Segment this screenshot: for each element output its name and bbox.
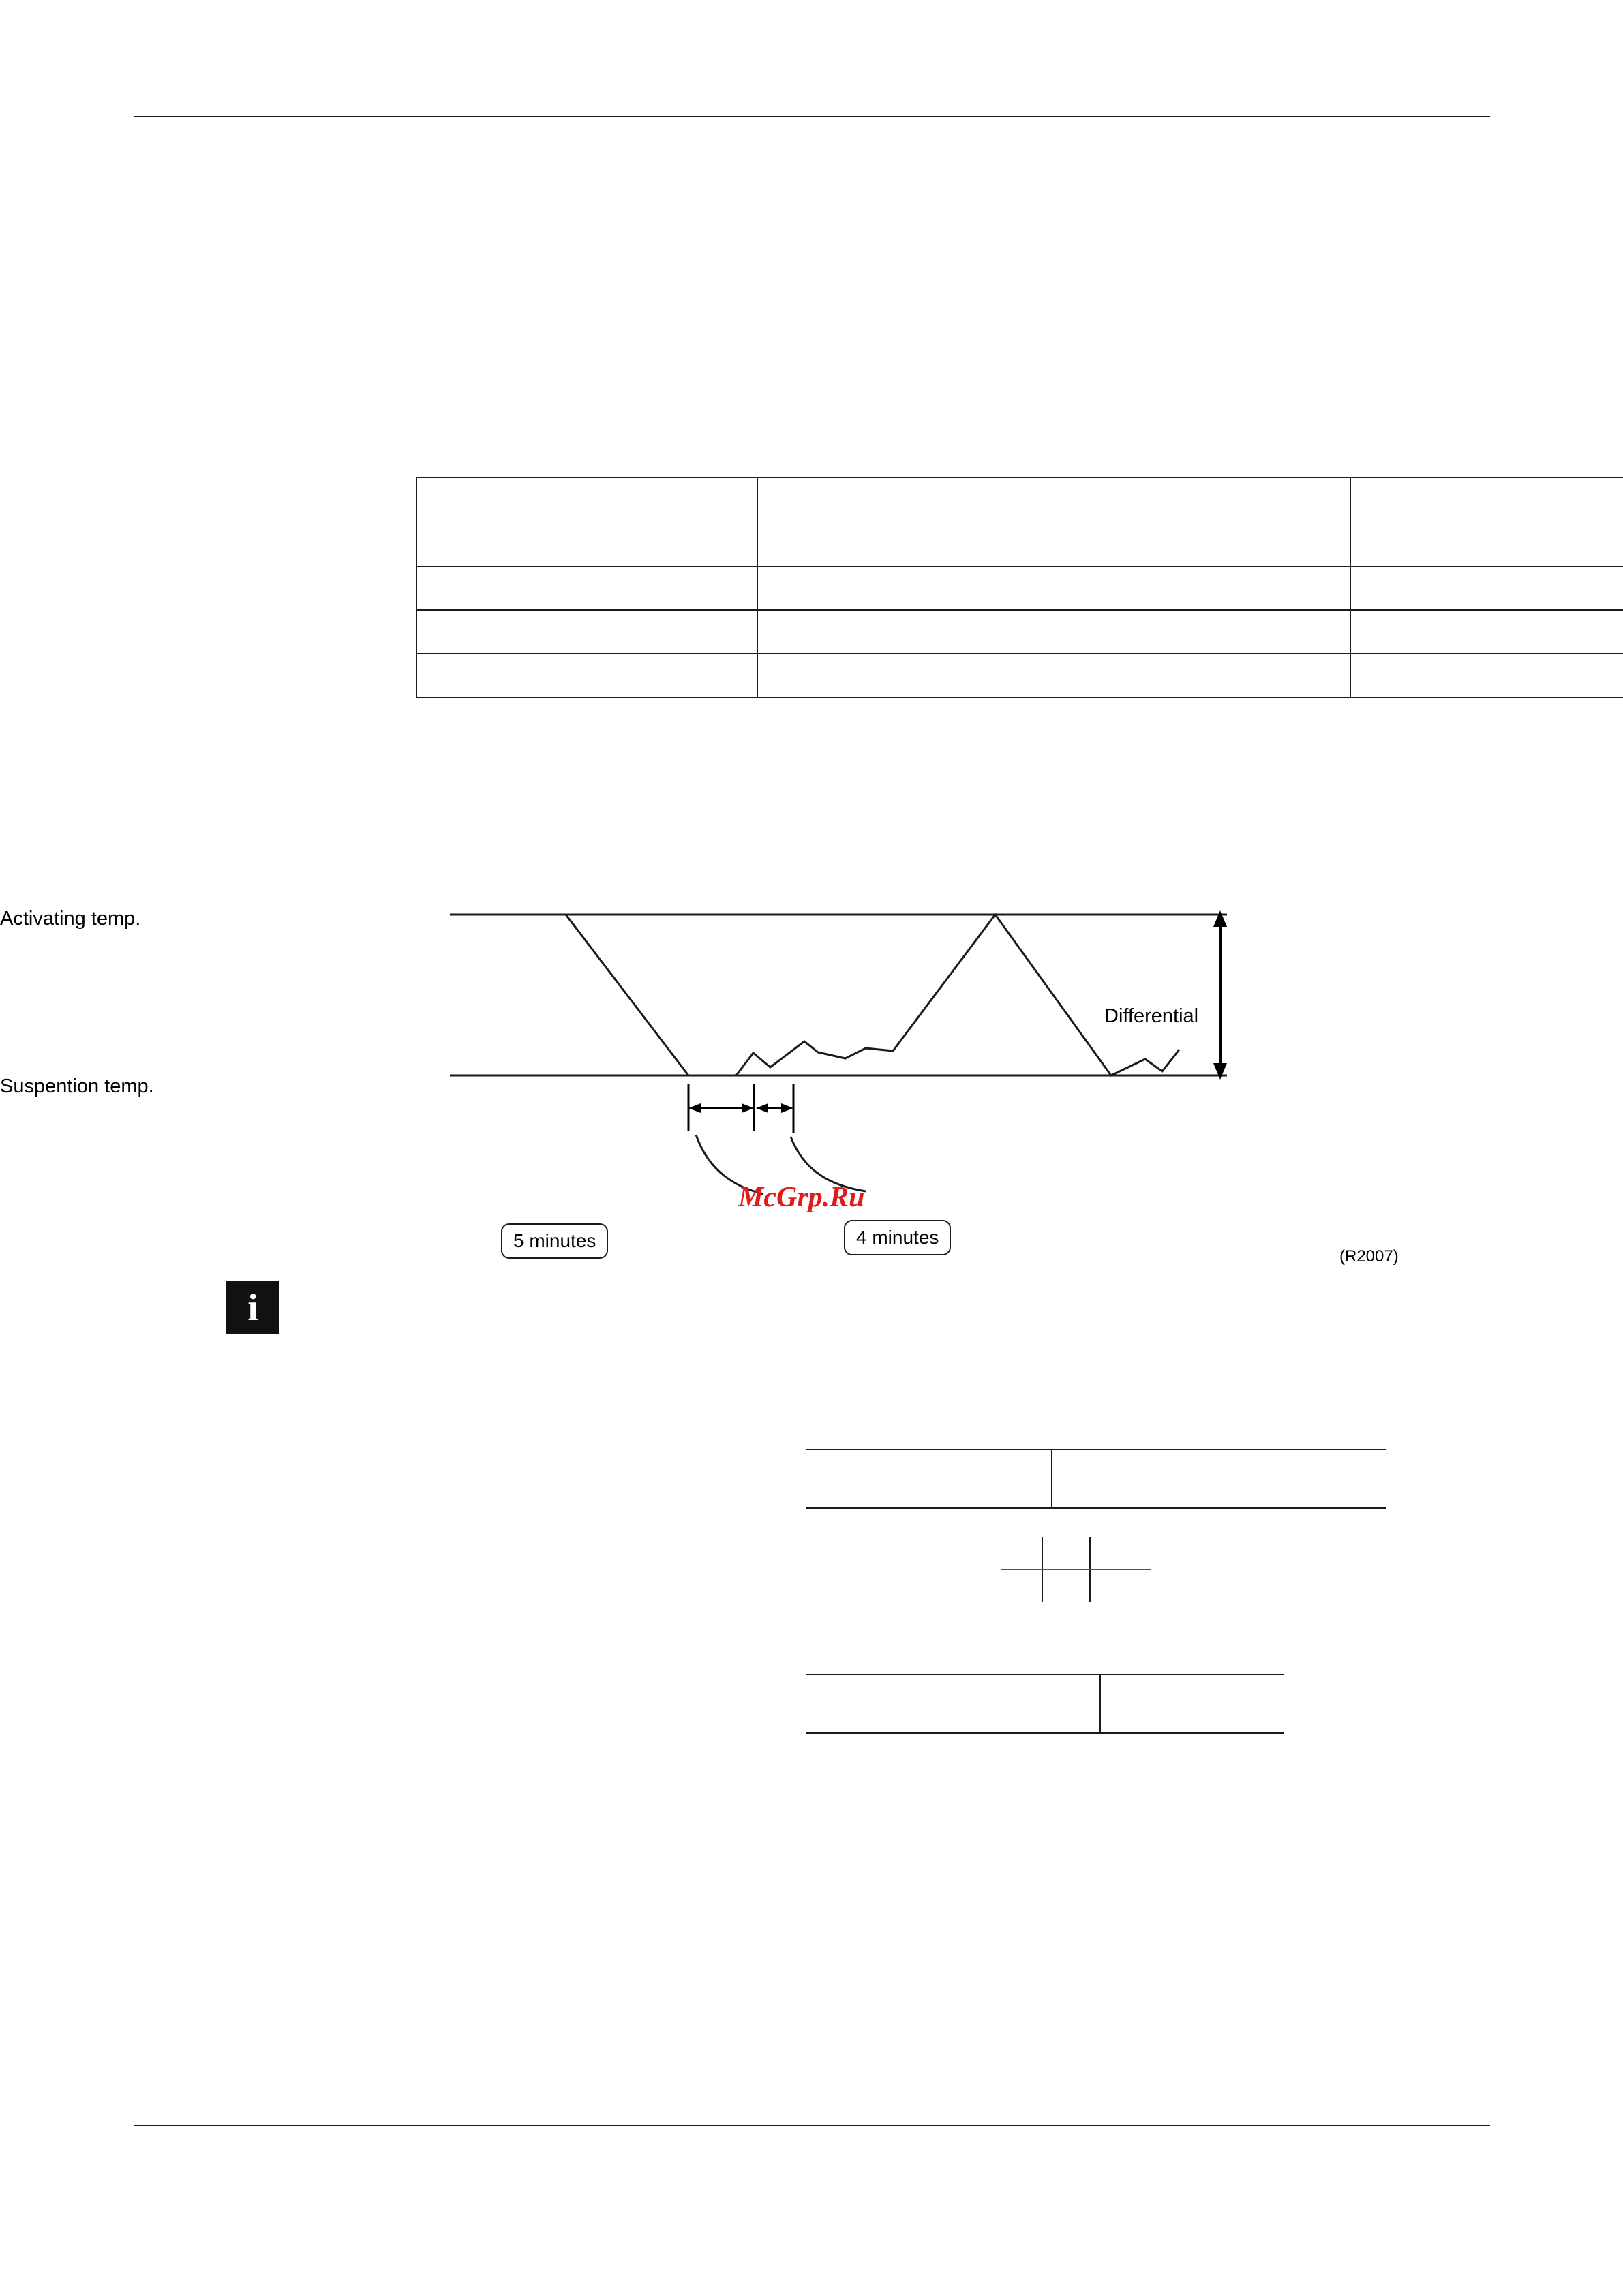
table-row: [416, 566, 1623, 610]
measurement-span-line: [1001, 1569, 1151, 1570]
table-cell: [1350, 478, 1623, 566]
span-4min-arrow-right: [781, 1103, 793, 1113]
lower-block-one-bottom-line: [806, 1507, 1386, 1509]
table-row: [416, 610, 1623, 654]
table-cell: [1350, 566, 1623, 610]
lower-block-one-top-line: [806, 1449, 1386, 1450]
table-cell: [416, 566, 757, 610]
span-4min-arrow-left: [756, 1103, 768, 1113]
table-cell: [757, 566, 1350, 610]
info-icon: [226, 1281, 279, 1334]
temperature-trace: [450, 915, 1179, 1075]
span-5min-arrow-right: [742, 1103, 754, 1113]
table-cell: [416, 610, 757, 654]
footer-rule: [134, 2125, 1490, 2126]
span-5min-arrow-left: [688, 1103, 701, 1113]
table-cell: [1350, 610, 1623, 654]
lower-block-two-bottom-line: [806, 1732, 1284, 1734]
differential-label: Differential: [1104, 1005, 1199, 1027]
table-cell: [757, 654, 1350, 697]
callout-5-minutes: 5 minutes: [501, 1223, 608, 1259]
lower-block-one-left-cell: [0, 0, 1, 1]
suspention-temp-label: Suspention temp.: [0, 1075, 154, 1097]
measurement-label: [0, 0, 1, 1]
watermark-text: McGrp.Ru: [738, 1182, 865, 1213]
table-cell: [757, 478, 1350, 566]
lower-block-one-right-cell: [0, 0, 1, 1]
lower-block-two-divider: [1099, 1674, 1101, 1732]
spec-table: [416, 477, 1623, 698]
header-rule: [134, 116, 1490, 117]
differential-arrow-head-top: [1213, 910, 1227, 927]
table-cell: [757, 610, 1350, 654]
table-row: [416, 654, 1623, 697]
table-cell: [1350, 654, 1623, 697]
table-row: [416, 478, 1623, 566]
table-cell: [416, 654, 757, 697]
lower-block-one-divider: [1051, 1449, 1052, 1507]
activating-temp-label: Activating temp.: [0, 908, 141, 930]
info-icon-glyph: i: [247, 1287, 258, 1329]
callout-4-minutes: 4 minutes: [844, 1220, 951, 1255]
differential-arrow-head-bottom: [1213, 1063, 1227, 1080]
lower-block-two-right-cell: [0, 0, 1, 1]
info-note-text: [0, 0, 1, 1]
figure-reference-label: (R2007): [1339, 1247, 1399, 1266]
lower-block-two-left-cell: [0, 0, 1, 1]
lower-block-two-top-line: [806, 1674, 1284, 1675]
table-cell: [416, 478, 757, 566]
